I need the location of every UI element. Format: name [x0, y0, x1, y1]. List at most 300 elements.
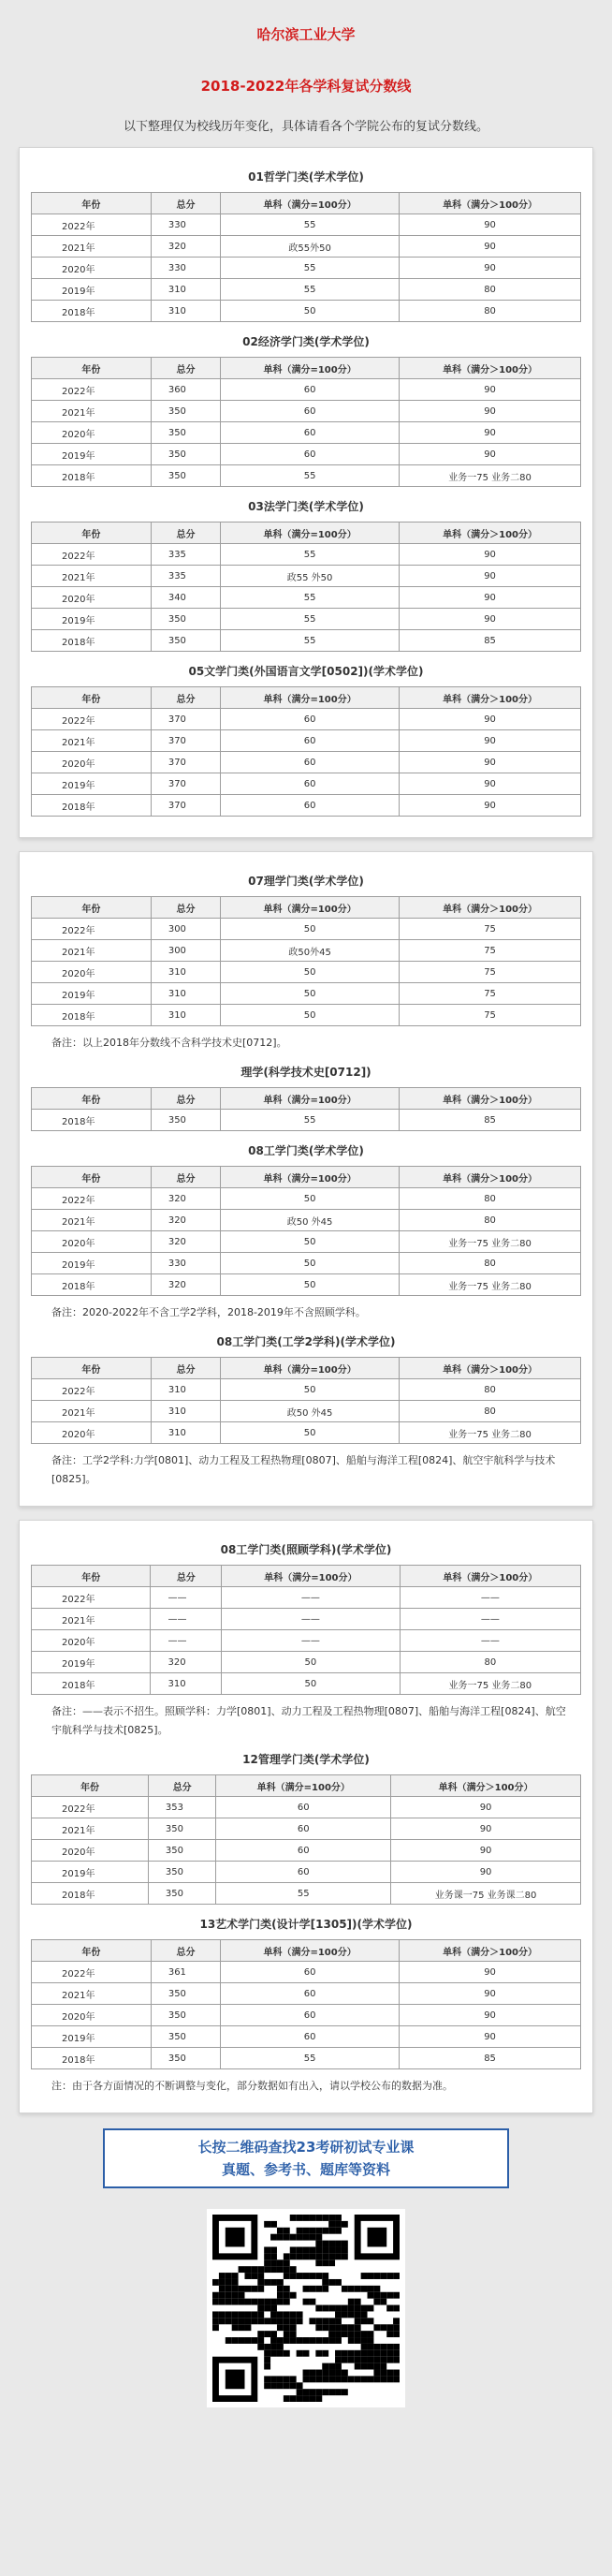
- table-cell: 85: [400, 630, 581, 652]
- qr-module: [315, 2376, 322, 2382]
- table-cell: 60: [221, 1962, 400, 1983]
- qr-module: [232, 2286, 239, 2292]
- qr-module: [290, 2246, 297, 2253]
- qr-module: [322, 2376, 328, 2382]
- qr-module: [284, 2382, 290, 2389]
- table-cell: 90: [400, 2026, 581, 2048]
- column-header: 单科（满分＞100分）: [400, 523, 581, 544]
- table-cell: 2020年: [32, 1630, 151, 1652]
- table-cell: 75: [400, 962, 581, 983]
- qr-module: [290, 2311, 297, 2318]
- table-cell: 2020年: [32, 752, 152, 773]
- qr-module: [335, 2337, 342, 2344]
- qr-module: [328, 2246, 335, 2253]
- qr-module: [348, 2331, 355, 2337]
- table-cell: 2019年: [32, 1253, 152, 1274]
- qr-module: [270, 2382, 277, 2389]
- table-cell: 50: [222, 1652, 401, 1673]
- score-table: [31, 1087, 581, 1131]
- table-cell: 2022年: [32, 544, 152, 566]
- table-cell: 310: [151, 1401, 220, 1422]
- table-cell: 335: [151, 544, 220, 566]
- qr-module: [264, 2363, 270, 2370]
- column-header: 总分: [151, 523, 220, 544]
- qr-module: [342, 2241, 348, 2247]
- qr-module: [232, 2337, 239, 2344]
- score-table: [31, 1774, 581, 1905]
- table-cell: 350: [151, 422, 220, 444]
- qr-module: [386, 2376, 393, 2382]
- table-cell: 2022年: [32, 379, 152, 401]
- qr-module: [226, 2318, 232, 2324]
- qr-module: [348, 2376, 355, 2382]
- table-cell: 2022年: [32, 1962, 152, 1983]
- table-cell: 60: [216, 1818, 391, 1840]
- qr-module: [315, 2234, 322, 2241]
- qr-module: [386, 2324, 393, 2331]
- table-header-row: [32, 523, 581, 544]
- qr-module: [309, 2337, 315, 2344]
- score-table: [31, 686, 581, 817]
- qr-module: [335, 2241, 342, 2247]
- qr-module: [232, 2324, 239, 2331]
- table-row: [32, 279, 581, 301]
- table-cell: 2020年: [32, 1422, 152, 1444]
- table-header-row: [32, 687, 581, 709]
- column-header: 年份: [32, 358, 152, 379]
- qr-module: [219, 2318, 226, 2324]
- qr-module: [239, 2286, 245, 2292]
- table-row: [32, 1983, 581, 2005]
- table-cell: 361: [151, 1962, 220, 1983]
- qr-module: [348, 2305, 355, 2312]
- table-row: [32, 1210, 581, 1231]
- qr-module: [361, 2376, 368, 2382]
- qr-module: [270, 2311, 277, 2318]
- qr-module: [348, 2311, 355, 2318]
- qr-module: [270, 2350, 277, 2357]
- column-header: 单科（满分=100分）: [221, 193, 400, 214]
- table-row: [32, 301, 581, 322]
- qr-module: [219, 2273, 226, 2279]
- qr-module: [251, 2286, 257, 2292]
- qr-module: [322, 2246, 328, 2253]
- table-cell: 50: [221, 1422, 400, 1444]
- qr-module: [380, 2350, 386, 2357]
- table-cell: 75: [400, 983, 581, 1005]
- table-row: [32, 1379, 581, 1401]
- qr-module: [284, 2273, 290, 2279]
- table-cell: 90: [400, 752, 581, 773]
- qr-module: [277, 2311, 284, 2318]
- qr-module: [380, 2363, 386, 2370]
- qr-module: [290, 2337, 297, 2344]
- table-row: [32, 401, 581, 422]
- qr-module: [226, 2337, 232, 2344]
- score-card: [19, 851, 593, 1507]
- qr-module: [277, 2228, 284, 2234]
- qr-module: [257, 2266, 264, 2273]
- qr-module: [322, 2363, 328, 2370]
- table-cell: 55: [221, 2048, 400, 2069]
- qr-module: [219, 2299, 226, 2305]
- qr-module: [315, 2350, 322, 2357]
- qr-module: [348, 2324, 355, 2331]
- qr-module: [342, 2246, 348, 2253]
- qr-module: [335, 2376, 342, 2382]
- qr-module: [328, 2279, 335, 2286]
- qr-module: [368, 2363, 374, 2370]
- qr-module: [368, 2286, 374, 2292]
- qr-module: [226, 2292, 232, 2299]
- intro-text: 以下整理仅为校线历年变化，具体请看各个学院公布的复试分数线。: [123, 120, 488, 134]
- table-cell: 80: [400, 1401, 581, 1422]
- qr-module: [270, 2253, 277, 2260]
- qr-module: [335, 2363, 342, 2370]
- qr-module: [373, 2363, 380, 2370]
- qr-module: [393, 2292, 400, 2299]
- table-cell: 业务一75 业务二80: [400, 1231, 581, 1253]
- column-header: 年份: [32, 1167, 152, 1188]
- table-cell: 2021年: [32, 940, 152, 962]
- qr-module: [226, 2228, 245, 2247]
- qr-module: [219, 2279, 226, 2286]
- table-cell: 50: [221, 1274, 400, 1296]
- table-row: [32, 1188, 581, 1210]
- column-header: 年份: [32, 523, 152, 544]
- table-cell: 50: [221, 962, 400, 983]
- qr-module: [284, 2253, 290, 2260]
- page-title: 2018-2022年各学科复试分数线: [200, 78, 412, 95]
- table-row: [32, 609, 581, 630]
- qr-module: [284, 2337, 290, 2344]
- column-header: 单科（满分＞100分）: [400, 1566, 580, 1587]
- qr-module: [257, 2286, 264, 2292]
- table-cell: 2022年: [32, 214, 152, 236]
- section-title: 03法学门类(学术学位): [248, 500, 364, 513]
- qr-module: [257, 2305, 264, 2312]
- qr-module: [361, 2305, 368, 2312]
- score-table: [31, 1357, 581, 1444]
- qr-module: [244, 2337, 251, 2344]
- qr-module: [290, 2292, 297, 2299]
- qr-module: [284, 2331, 290, 2337]
- table-cell: 90: [400, 773, 581, 795]
- table-cell: 2018年: [32, 1274, 152, 1296]
- qr-module: [232, 2318, 239, 2324]
- table-cell: 90: [400, 587, 581, 609]
- qr-module: [342, 2331, 348, 2337]
- table-cell: 2021年: [32, 236, 152, 258]
- table-cell: 2022年: [32, 1188, 152, 1210]
- qr-module: [361, 2311, 368, 2318]
- table-cell: 2018年: [32, 2048, 152, 2069]
- table-cell: 2021年: [32, 1983, 152, 2005]
- table-cell: 2018年: [32, 465, 152, 487]
- table-cell: 2020年: [32, 258, 152, 279]
- table-row: [32, 1673, 581, 1695]
- qr-module: [270, 2376, 277, 2382]
- qr-module: [244, 2299, 251, 2305]
- column-header: 单科（满分＞100分）: [400, 1940, 581, 1962]
- qr-module: [309, 2318, 315, 2324]
- qr-module: [335, 2357, 342, 2363]
- table-row: [32, 258, 581, 279]
- table-cell: 90: [400, 709, 581, 730]
- qr-module: [297, 2389, 303, 2395]
- qr-module: [270, 2266, 277, 2273]
- column-header: 总分: [151, 193, 220, 214]
- table-cell: 370: [151, 752, 220, 773]
- table-cell: 55: [221, 544, 400, 566]
- qr-module: [348, 2286, 355, 2292]
- qr-module: [361, 2363, 368, 2370]
- qr-module: [264, 2246, 270, 2253]
- qr-module: [361, 2357, 368, 2363]
- table-cell: 2021年: [32, 401, 152, 422]
- qr-module: [342, 2376, 348, 2382]
- qr-module: [355, 2376, 361, 2382]
- qr-module: [239, 2299, 245, 2305]
- qr-module: [368, 2357, 374, 2363]
- qr-module: [270, 2260, 277, 2266]
- qr-module: [226, 2286, 232, 2292]
- qr-module: [264, 2357, 270, 2363]
- qr-module: [290, 2215, 297, 2221]
- qr-module: [264, 2221, 270, 2228]
- score-table: [31, 896, 581, 1026]
- table-cell: 2020年: [32, 1840, 149, 1862]
- table-cell: 350: [148, 1862, 216, 1883]
- score-table: [31, 1565, 581, 1695]
- table-cell: 2022年: [32, 919, 152, 940]
- qr-module: [232, 2279, 239, 2286]
- qr-module: [322, 2241, 328, 2247]
- qr-module: [348, 2350, 355, 2357]
- qr-module: [393, 2344, 400, 2350]
- qr-module: [309, 2215, 315, 2221]
- table-cell: 50: [221, 1005, 400, 1026]
- table-cell: 370: [151, 730, 220, 752]
- table-cell: 90: [400, 609, 581, 630]
- qr-module: [368, 2228, 387, 2247]
- table-header-row: [32, 193, 581, 214]
- table-cell: 330: [151, 258, 220, 279]
- qr-module: [355, 2357, 361, 2363]
- score-table: [31, 1166, 581, 1296]
- qr-module: [232, 2311, 239, 2318]
- table-cell: 2020年: [32, 2005, 152, 2026]
- column-header: 年份: [32, 1566, 151, 1587]
- qr-module: [386, 2292, 393, 2299]
- qr-module: [284, 2234, 290, 2241]
- qr-module: [297, 2234, 303, 2241]
- qr-module: [322, 2350, 328, 2357]
- qr-module: [315, 2228, 322, 2234]
- qr-module: [284, 2286, 290, 2292]
- qr-module: [368, 2331, 374, 2337]
- column-header: 总分: [151, 687, 220, 709]
- qr-module: [257, 2331, 264, 2337]
- qr-module: [380, 2273, 386, 2279]
- qr-module: [322, 2228, 328, 2234]
- cards-container: [0, 147, 612, 2113]
- table-cell: 90: [400, 1962, 581, 1983]
- qr-module: [380, 2292, 386, 2299]
- table-header-row: [32, 1358, 581, 1379]
- qr-module: [251, 2318, 257, 2324]
- table-cell: 2021年: [32, 1210, 152, 1231]
- qr-module: [315, 2241, 322, 2247]
- table-cell: 310: [151, 1005, 220, 1026]
- qr-module: [393, 2370, 400, 2377]
- qr-module: [303, 2370, 310, 2377]
- qr-module: [277, 2279, 284, 2286]
- cta-line-1: 长按二维码查找23考研初试专业课: [197, 2139, 415, 2156]
- column-header: 总分: [148, 1775, 216, 1797]
- qr-module: [361, 2318, 368, 2324]
- table-row: [32, 983, 581, 1005]
- table-cell: 政50 外45: [221, 1210, 400, 1231]
- table-cell: 90: [400, 444, 581, 465]
- qr-module: [380, 2324, 386, 2331]
- table-cell: 政55 外50: [221, 566, 400, 587]
- table-cell: 2019年: [32, 2026, 152, 2048]
- qr-module: [355, 2350, 361, 2357]
- qr-module: [277, 2337, 284, 2344]
- table-cell: 90: [400, 401, 581, 422]
- table-cell: ——: [222, 1630, 401, 1652]
- table-row: [32, 1587, 581, 1609]
- qr-module: [335, 2279, 342, 2286]
- qr-module: [270, 2279, 277, 2286]
- column-header: 单科（满分=100分）: [221, 1940, 400, 1962]
- qr-module: [335, 2215, 342, 2221]
- qr-code[interactable]: [207, 2209, 405, 2407]
- table-cell: 350: [148, 1883, 216, 1905]
- table-cell: 50: [221, 1231, 400, 1253]
- table-cell: ——: [151, 1630, 222, 1652]
- table-row: [32, 465, 581, 487]
- section-title: 07理学门类(学术学位): [248, 875, 364, 888]
- table-cell: 60: [221, 730, 400, 752]
- table-row: [32, 2048, 581, 2069]
- column-header: 单科（满分=100分）: [216, 1775, 391, 1797]
- qr-module: [297, 2382, 303, 2389]
- qr-module: [290, 2395, 297, 2402]
- qr-module: [270, 2344, 277, 2350]
- table-cell: ——: [400, 1587, 580, 1609]
- qr-module: [303, 2273, 310, 2279]
- qr-module: [322, 2260, 328, 2266]
- qr-module: [368, 2305, 374, 2312]
- qr-module: [239, 2311, 245, 2318]
- table-cell: 55: [221, 587, 400, 609]
- table-cell: 350: [151, 1983, 220, 2005]
- section-title: 08工学门类(工学2学科)(学术学位): [216, 1335, 396, 1348]
- qr-module: [212, 2292, 219, 2299]
- qr-module: [277, 2324, 284, 2331]
- table-cell: 55: [221, 279, 400, 301]
- table-header-row: [32, 1566, 581, 1587]
- table-row: [32, 214, 581, 236]
- column-header: 单科（满分=100分）: [221, 523, 400, 544]
- qr-code-image: [212, 2215, 400, 2402]
- qr-module: [297, 2318, 303, 2324]
- qr-module: [386, 2357, 393, 2363]
- table-cell: ——: [222, 1587, 401, 1609]
- qr-module: [368, 2273, 374, 2279]
- column-header: 总分: [151, 897, 220, 919]
- qr-module: [328, 2241, 335, 2247]
- table-cell: 310: [151, 983, 220, 1005]
- qr-module: [284, 2395, 290, 2402]
- qr-module: [270, 2337, 277, 2344]
- qr-module: [355, 2324, 361, 2331]
- table-cell: 2018年: [32, 1673, 151, 1695]
- qr-module: [328, 2337, 335, 2344]
- qr-module: [322, 2279, 328, 2286]
- table-cell: 90: [400, 379, 581, 401]
- qr-module: [315, 2260, 322, 2266]
- column-header: 单科（满分＞100分）: [400, 193, 581, 214]
- qr-module: [303, 2215, 310, 2221]
- qr-module: [270, 2299, 277, 2305]
- qr-module: [257, 2299, 264, 2305]
- qr-module: [297, 2253, 303, 2260]
- qr-module: [232, 2292, 239, 2299]
- qr-module: [355, 2363, 361, 2370]
- qr-module: [335, 2246, 342, 2253]
- table-cell: 2022年: [32, 1379, 152, 1401]
- qr-module: [297, 2273, 303, 2279]
- qr-module: [328, 2331, 335, 2337]
- qr-module: [303, 2246, 310, 2253]
- qr-module: [361, 2273, 368, 2279]
- qr-module: [239, 2292, 245, 2299]
- qr-module: [264, 2253, 270, 2260]
- qr-module: [373, 2350, 380, 2357]
- qr-module: [284, 2260, 290, 2266]
- table-cell: 80: [400, 301, 581, 322]
- table-row: [32, 1797, 581, 1818]
- qr-module: [251, 2337, 257, 2344]
- table-cell: 350: [151, 609, 220, 630]
- qr-module: [335, 2311, 342, 2318]
- cta-line-2: 真题、参考书、题库等资料: [221, 2161, 390, 2178]
- qr-module: [368, 2344, 374, 2350]
- qr-module: [239, 2266, 245, 2273]
- qr-module: [361, 2344, 368, 2350]
- qr-module: [251, 2273, 257, 2279]
- qr-module: [328, 2318, 335, 2324]
- table-cell: 80: [400, 1210, 581, 1231]
- table-cell: 80: [400, 279, 581, 301]
- column-header: 单科（满分＞100分）: [391, 1775, 581, 1797]
- column-header: 年份: [32, 193, 152, 214]
- qr-module: [257, 2344, 264, 2350]
- table-cell: 90: [400, 236, 581, 258]
- qr-module: [270, 2305, 277, 2312]
- table-cell: 2018年: [32, 1005, 152, 1026]
- qr-module: [380, 2357, 386, 2363]
- qr-module: [322, 2215, 328, 2221]
- qr-module: [232, 2273, 239, 2279]
- qr-module: [277, 2350, 284, 2357]
- table-cell: 业务一75 业务二80: [400, 1673, 580, 1695]
- qr-module: [335, 2331, 342, 2337]
- header: [0, 0, 612, 101]
